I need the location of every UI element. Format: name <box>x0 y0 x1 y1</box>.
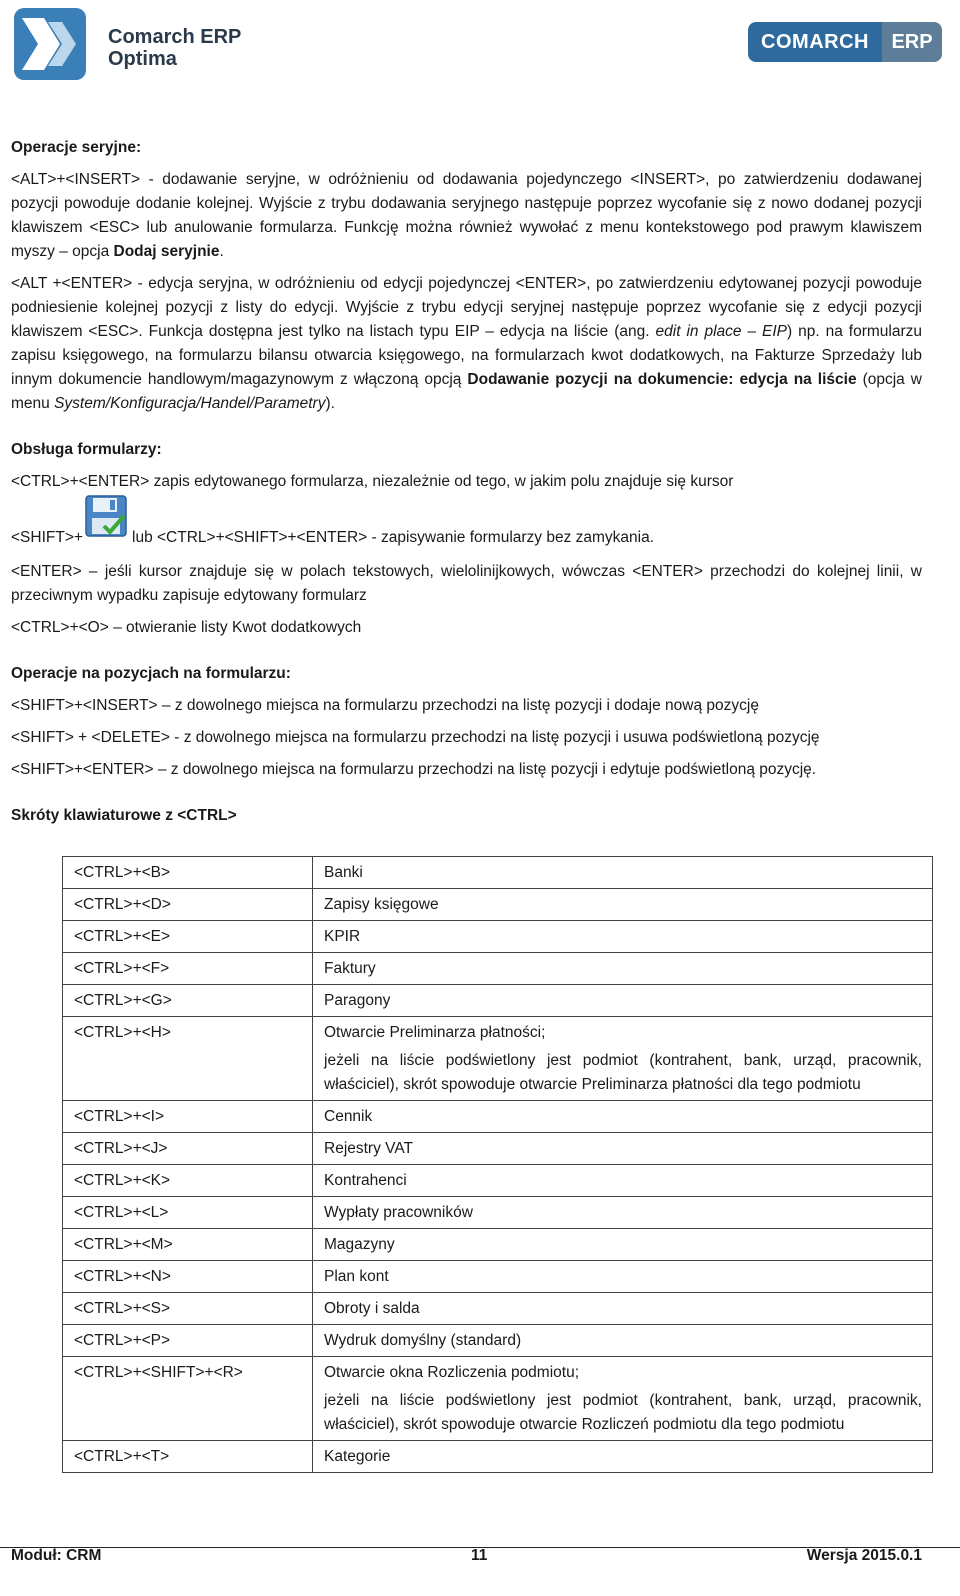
shortcut-desc: Kontrahenci <box>324 1172 407 1189</box>
bold-run: Dodaj seryjnie <box>113 243 220 260</box>
shortcut-desc: Faktury <box>324 960 376 977</box>
shortcut-key-cell: <CTRL>+<SHIFT>+<R> <box>63 1357 313 1441</box>
comarch-erp-optima-logo <box>14 8 244 80</box>
page-header <box>0 0 960 90</box>
shortcut-desc-cell <box>313 1229 933 1261</box>
shortcut-key-cell: <CTRL>+<K> <box>63 1165 313 1197</box>
badge-erp: ERP <box>882 22 942 62</box>
shortcut-key-cell: <CTRL>+<B> <box>63 857 313 889</box>
shortcut-desc-cell <box>313 1165 933 1197</box>
shortcut-key-cell: <CTRL>+<F> <box>63 953 313 985</box>
table-row <box>63 985 933 1017</box>
table-row <box>63 1357 933 1441</box>
table-row <box>63 1441 933 1473</box>
logo-line1: Comarch ERP <box>108 26 242 48</box>
serial-ops-heading: Operacje seryjne: <box>11 139 142 156</box>
shortcut-desc-cell <box>313 1133 933 1165</box>
shortcut-desc: KPIR <box>324 928 361 945</box>
positions-heading: Operacje na pozycjach na formularzu: <box>11 665 291 682</box>
logo-line2: Optima <box>108 48 177 70</box>
shortcut-desc: Magazyny <box>324 1236 395 1253</box>
shortcut-key-cell: <CTRL>+<D> <box>63 889 313 921</box>
footer-version: Wersja 2015.0.1 <box>806 1547 922 1564</box>
shortcut-key-cell: <CTRL>+<S> <box>63 1293 313 1325</box>
shortcut-desc-cell <box>313 1017 933 1101</box>
table-row <box>63 889 933 921</box>
shortcut-key-cell: <CTRL>+<J> <box>63 1133 313 1165</box>
shortcut-desc: Otwarcie Preliminarza płatności; <box>324 1024 546 1041</box>
table-row <box>63 1133 933 1165</box>
shortcut-desc-cell <box>313 857 933 889</box>
text-run: (opcja w menu <box>11 371 922 412</box>
shortcut-desc-cell <box>313 1441 933 1473</box>
footer-page-number: 11 <box>471 1547 488 1564</box>
table-row <box>63 1325 933 1357</box>
table-row <box>63 1229 933 1261</box>
italic-run: System/Konfiguracja/Handel/Parametry <box>54 395 326 412</box>
text-run: – <box>741 323 763 340</box>
table-row <box>63 921 933 953</box>
text-run: ). <box>325 395 335 412</box>
shortcut-desc-cell <box>313 985 933 1017</box>
shortcut-desc-cell <box>313 1101 933 1133</box>
shortcut-key-cell: <CTRL>+<I> <box>63 1101 313 1133</box>
bold-run: Dodawanie pozycji na dokumencie: edycja na liście <box>467 371 857 388</box>
badge-comarch: COMARCH <box>748 22 882 62</box>
shortcut-desc-extra: jeżeli na liście podświetlony jest podmiot (kontrahent, bank, urząd, pracownik, właściciel), skrót spowoduje otwarcie Preliminarza płatności dla tego podmiotu <box>324 1052 922 1093</box>
shortcut-key-cell: <CTRL>+<T> <box>63 1441 313 1473</box>
shortcut-desc: Banki <box>324 864 363 881</box>
shortcut-desc-cell <box>313 1293 933 1325</box>
text-run: <SHIFT>+ <box>11 529 83 546</box>
serial-add-paragraph <box>11 168 922 264</box>
table-row <box>63 1261 933 1293</box>
comarch-erp-badge <box>748 22 942 62</box>
pos-shift-delete: <SHIFT> + <DELETE> - z dowolnego miejsca na formularzu przechodzi na listę pozycji i usuwa podświetloną pozycję <box>11 729 820 746</box>
shortcut-desc-cell <box>313 1261 933 1293</box>
shortcut-desc-extra: jeżeli na liście podświetlony jest podmiot (kontrahent, bank, urząd, pracownik, właściciel), skrót spowoduje otwarcie Rozliczeń podmiotu dla tego podmiotu <box>324 1392 922 1433</box>
forms-shift-save-line <box>11 494 922 552</box>
italic-run: edit in place <box>655 323 742 340</box>
shortcut-key-cell: <CTRL>+<N> <box>63 1261 313 1293</box>
shortcut-key-cell: <CTRL>+<P> <box>63 1325 313 1357</box>
page-footer <box>11 1547 922 1571</box>
shortcut-desc: Zapisy księgowe <box>324 896 439 913</box>
shortcut-desc: Wypłaty pracowników <box>324 1204 473 1221</box>
footer-module: Moduł: CRM <box>11 1547 102 1564</box>
text-run: . <box>219 243 224 260</box>
text-run: <ALT +<ENTER> - edycja seryjna, w odróżnieniu od edycji pojedynczej <ENTER>, po zatwierdzeniu edytowanej pozycji powoduje podniesienie kolejnej pozycji z listy do edycji. Wyjście z trybu edycji seryjnej następuje poprzez wycofanie się z edycji pozycji klawiszem <ESC>. Funkcja dostępna jest tylko na listach typu EIP – edycja na liście (ang. <box>11 275 922 340</box>
shortcut-desc: Otwarcie okna Rozliczenia podmiotu; <box>324 1364 580 1381</box>
ctrl-shortcuts-table <box>62 856 933 1473</box>
text-run: lub <CTRL>+<SHIFT>+<ENTER> - zapisywanie formularzy bez zamykania. <box>132 529 655 546</box>
italic-run: EIP <box>762 323 787 340</box>
table-row <box>63 1165 933 1197</box>
shortcut-desc: Plan kont <box>324 1268 389 1285</box>
shortcut-desc-cell <box>313 1357 933 1441</box>
text-run: ) np. na formularzu zapisu księgowego, na formularzu bilansu otwarcia księgowego, na formularzach kwot dodatkowych, na Fakturze Sprzedaży lub innym dokumencie handlowym/magazynowym z włączoną opcją <box>11 323 922 388</box>
table-row <box>63 857 933 889</box>
shortcut-desc: Wydruk domyślny (standard) <box>324 1332 522 1349</box>
shortcut-key-cell: <CTRL>+<E> <box>63 921 313 953</box>
shortcut-desc-cell <box>313 953 933 985</box>
shortcut-desc: Obroty i salda <box>324 1300 420 1317</box>
shortcut-desc-cell <box>313 1325 933 1357</box>
shortcut-desc-cell <box>313 1197 933 1229</box>
shortcut-key-cell: <CTRL>+<L> <box>63 1197 313 1229</box>
shortcut-desc: Paragony <box>324 992 391 1009</box>
table-row <box>63 1017 933 1101</box>
pos-shift-insert: <SHIFT>+<INSERT> – z dowolnego miejsca na formularzu przechodzi na listę pozycji i dodaje nową pozycję <box>11 697 759 714</box>
forms-ctrl-o: <CTRL>+<O> – otwieranie listy Kwot dodatkowych <box>11 619 362 636</box>
table-row <box>63 1197 933 1229</box>
forms-ctrl-enter: <CTRL>+<ENTER> zapis edytowanego formularza, niezależnie od tego, w jakim polu znajduje się kursor <box>11 473 734 490</box>
shortcut-key-cell: <CTRL>+<H> <box>63 1017 313 1101</box>
forms-enter-paragraph: <ENTER> – jeśli kursor znajduje się w polach tekstowych, wielolinijkowych, wówczas <ENTER> przechodzi do kolejnej linii, w przeciwnym wypadku zapisuje edytowany formularz <box>11 563 922 604</box>
shortcut-desc-cell <box>313 921 933 953</box>
logo-wordmark <box>108 26 241 70</box>
shortcut-desc: Cennik <box>324 1108 373 1125</box>
document-body <box>11 136 922 828</box>
shortcut-desc-cell <box>313 889 933 921</box>
table-row <box>63 1293 933 1325</box>
shortcut-desc: Rejestry VAT <box>324 1140 413 1157</box>
forms-heading: Obsługa formularzy: <box>11 441 162 458</box>
table-row <box>63 953 933 985</box>
serial-edit-paragraph <box>11 272 922 416</box>
table-row <box>63 1101 933 1133</box>
save-disk-icon <box>84 494 128 538</box>
shortcut-desc: Kategorie <box>324 1448 391 1465</box>
ctrl-shortcuts-heading: Skróty klawiaturowe z <CTRL> <box>11 807 237 824</box>
shortcut-key-cell: <CTRL>+<M> <box>63 1229 313 1261</box>
shortcut-key-cell: <CTRL>+<G> <box>63 985 313 1017</box>
text-run: <ALT>+<INSERT> - dodawanie seryjne, w odróżnieniu od dodawania pojedynczego <INSERT>, po zatwierdzeniu dodawanej pozycji powoduje dodanie kolejnej. Wyjście z trybu dodawania seryjnego następuje poprzez wycofanie się z nowo dodanej pozycji klawiszem <ESC> lub anulowanie formularza. Funkcję można również wywołać z menu kontekstowego pod prawym klawiszem myszy – opcja <box>11 171 922 260</box>
optima-logo-icon <box>14 8 86 80</box>
pos-shift-enter: <SHIFT>+<ENTER> – z dowolnego miejsca na formularzu przechodzi na listę pozycji i edytuje podświetloną pozycję. <box>11 761 817 778</box>
